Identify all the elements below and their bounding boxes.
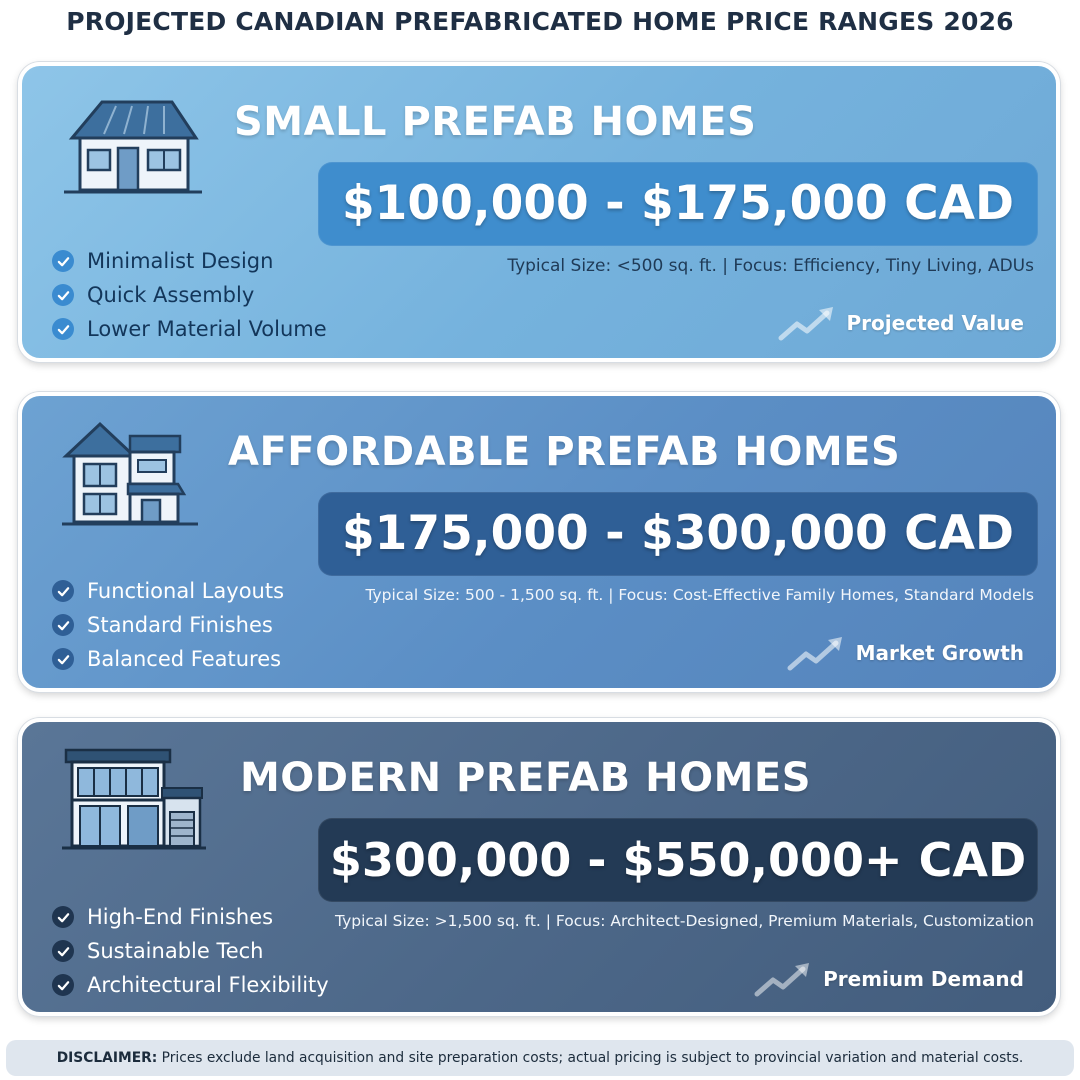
feature-label: High-End Finishes: [87, 905, 274, 929]
check-icon: [52, 614, 74, 636]
check-icon: [52, 648, 74, 670]
feature-label: Quick Assembly: [87, 283, 255, 307]
trend-arrow-icon: [786, 634, 848, 672]
small-prefab-card: [18, 62, 1060, 362]
trend-arrow-icon: [753, 960, 815, 998]
feature-label: Standard Finishes: [87, 613, 273, 637]
typical-size-note: Typical Size: 500 - 1,500 sq. ft. | Focus: Cost-Effective Family Homes, Standard Models: [365, 586, 1034, 604]
list-item: [52, 642, 284, 676]
price-range: $175,000 - $300,000 CAD: [318, 492, 1038, 576]
list-item: [52, 934, 329, 968]
feature-label: Sustainable Tech: [87, 939, 264, 963]
list-item: [52, 278, 327, 312]
price-range: $100,000 - $175,000 CAD: [318, 162, 1038, 246]
feature-label: Minimalist Design: [87, 249, 274, 273]
list-item: [52, 244, 327, 278]
disclaimer-label: DISCLAIMER:: [56, 1050, 158, 1066]
trend-label: Projected Value: [846, 311, 1024, 335]
modern-prefab-card: [18, 718, 1060, 1016]
check-icon: [52, 974, 74, 996]
feature-list: [52, 900, 329, 1002]
list-item: [52, 900, 329, 934]
disclaimer-text: Prices exclude land acquisition and site preparation costs; actual pricing is subject to provincial variation and material costs.: [157, 1050, 1024, 1066]
trend-indicator: [777, 306, 1024, 340]
feature-list: [52, 244, 327, 346]
modern-house-icon: [58, 744, 208, 854]
page-title: PROJECTED CANADIAN PREFABRICATED HOME PRICE RANGES 2026: [66, 7, 1014, 36]
check-icon: [52, 250, 74, 272]
disclaimer-bar: [6, 1040, 1074, 1076]
card-title: MODERN PREFAB HOMES: [240, 755, 812, 801]
trend-indicator: [786, 636, 1024, 670]
price-range: $300,000 - $550,000+ CAD: [318, 818, 1038, 902]
list-item: [52, 968, 329, 1002]
typical-size-note: Typical Size: >1,500 sq. ft. | Focus: Architect-Designed, Premium Materials, Customization: [335, 912, 1034, 930]
feature-label: Lower Material Volume: [87, 317, 327, 341]
list-item: [52, 574, 284, 608]
list-item: [52, 608, 284, 642]
list-item: [52, 312, 327, 346]
typical-size-note: Typical Size: <500 sq. ft. | Focus: Efficiency, Tiny Living, ADUs: [507, 256, 1034, 276]
check-icon: [52, 906, 74, 928]
trend-label: Premium Demand: [823, 967, 1024, 991]
feature-label: Balanced Features: [87, 647, 282, 671]
check-icon: [52, 318, 74, 340]
trend-indicator: [753, 962, 1024, 996]
affordable-prefab-card: [18, 392, 1060, 692]
feature-label: Functional Layouts: [87, 579, 285, 603]
feature-label: Architectural Flexibility: [87, 973, 329, 997]
check-icon: [52, 580, 74, 602]
card-title: SMALL PREFAB HOMES: [234, 99, 757, 145]
trend-arrow-icon: [777, 304, 839, 342]
check-icon: [52, 284, 74, 306]
small-house-icon: [58, 88, 208, 198]
trend-label: Market Growth: [855, 641, 1024, 665]
check-icon: [52, 940, 74, 962]
two-story-house-icon: [58, 418, 208, 528]
feature-list: [52, 574, 284, 676]
card-title: AFFORDABLE PREFAB HOMES: [228, 429, 901, 475]
